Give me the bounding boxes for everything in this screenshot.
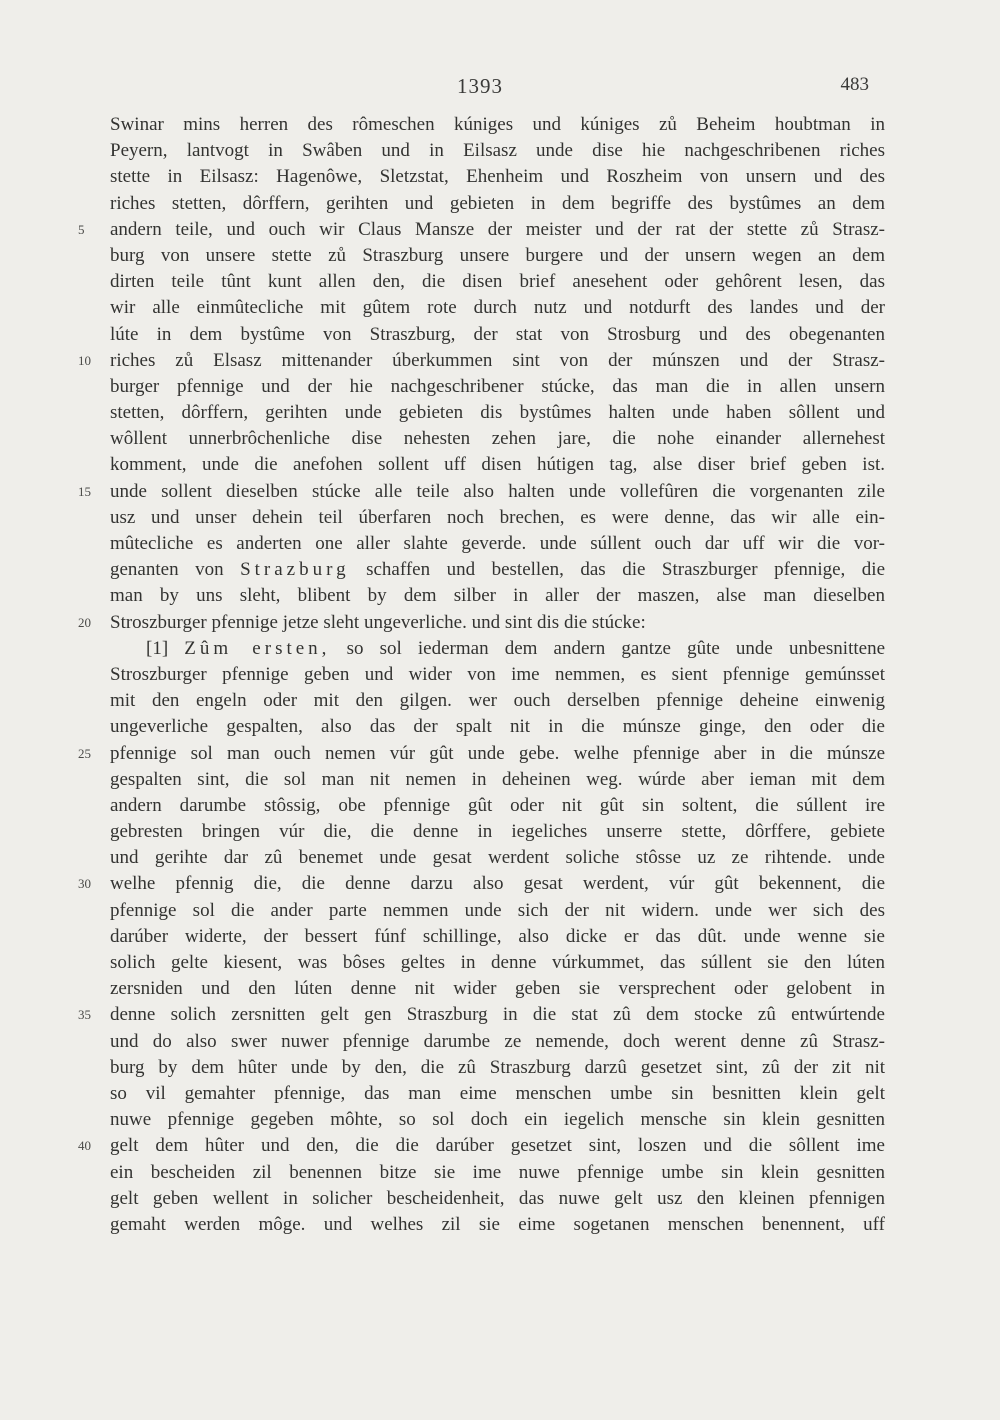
line-text: man by uns sleht, blibent by dem silber in aller der maszen, alse man dieselben bbox=[110, 585, 885, 607]
text-line bbox=[110, 322, 885, 348]
text-line bbox=[110, 924, 885, 950]
text-line bbox=[110, 531, 885, 557]
line-text: dirten teile tûnt kunt allen den, die disen brief anesehent oder gehôrent lesen, das bbox=[110, 271, 885, 293]
text-line bbox=[78, 610, 885, 636]
text-line bbox=[110, 819, 885, 845]
line-text: darúber widerte, der bessert fúnf schillinge, also dicke er das dût. unde wenne sie bbox=[110, 925, 885, 947]
body-text bbox=[78, 112, 886, 1238]
line-text: andern darumbe stôssig, obe pfennige gût oder nit gût sin soltent, die súllent ire bbox=[110, 794, 885, 816]
line-text: mûtecliche es anderten one aller slahte geverde. unde súllent ouch dar uff wir die vor- bbox=[110, 533, 885, 554]
text-line bbox=[78, 871, 885, 897]
text-line bbox=[110, 1107, 885, 1133]
line-number: 20 bbox=[78, 614, 91, 630]
line-text: pfennige sol man ouch nemen vúr gût unde gebe. welhe pfennige aber in die múnsze bbox=[110, 742, 885, 764]
line-number: 35 bbox=[78, 1007, 91, 1023]
line-text: und do also swer nuwer pfennige darumbe ze nemende, doch werent denne zû Strasz- bbox=[110, 1030, 885, 1052]
text-line bbox=[110, 898, 885, 924]
text-line bbox=[110, 1029, 885, 1055]
text-line bbox=[110, 636, 885, 662]
page-header-year: 1393 bbox=[457, 74, 503, 98]
text-line bbox=[78, 741, 885, 767]
line-text: gelt geben wellent in solicher bescheidenheit, das nuwe gelt usz den kleinen pfennigen bbox=[110, 1187, 885, 1209]
line-text: mit den engeln oder mit den gilgen. wer ouch derselben pfennige deheine einwenig bbox=[110, 690, 885, 712]
line-text: pfennige sol die ander parte nemmen unde sich der nit widern. unde wer sich des bbox=[110, 899, 885, 921]
line-text: Stroszburger pfennige geben und wider von ime nemmen, es sient pfennige gemúnsset bbox=[110, 663, 885, 685]
text-line bbox=[110, 950, 885, 976]
text-line bbox=[110, 714, 885, 740]
text-line bbox=[78, 1002, 885, 1028]
line-text: und gerihte dar zû benemet unde gesat werdent soliche stôsse uz ze rihtende. unde bbox=[110, 847, 885, 869]
line-text: wôllent unnerbrôchenliche dise nehesten zehen jare, die nohe einander allernehest bbox=[110, 428, 885, 450]
text-line bbox=[110, 426, 885, 452]
text-line bbox=[110, 138, 885, 164]
line-text: stetten, dôrffern, gerihten unde gebieten dis bystûmes halten unde haben sôllent und bbox=[110, 402, 885, 424]
line-text: ungeverliche gespalten, also das der spalt nit in die múnsze ginge, den oder die bbox=[110, 716, 885, 738]
text-line bbox=[110, 505, 885, 531]
text-line bbox=[110, 1160, 885, 1186]
line-text: burg by dem hûter unde by den, die zû Straszburg darzû gesetzet sint, zû der zit nit bbox=[110, 1056, 885, 1078]
line-text: nuwe pfennige gegeben môhte, so sol doch ein iegelich mensche sin klein gesnitten bbox=[110, 1109, 885, 1131]
text-line bbox=[110, 269, 885, 295]
text-line bbox=[110, 688, 885, 714]
line-text: [1] bbox=[146, 637, 185, 659]
text-line bbox=[110, 557, 885, 583]
line-number: 10 bbox=[78, 352, 91, 368]
line-text: komment, unde die anefohen sollent uff disen hútigen tag, alse diser brief geben ist. bbox=[110, 454, 885, 476]
text-line bbox=[110, 400, 885, 426]
line-text: schaffen und bestellen, das die Straszburger pfennige, die bbox=[349, 559, 886, 581]
line-text: Stroszburger pfennige jetze sleht ungeverliche. und sint dis die stúcke: bbox=[110, 611, 646, 633]
line-text: solich gelte kiesent, was bôses geltes in denne vúrkummet, das súllent sie den lúten bbox=[110, 952, 885, 973]
text-line bbox=[78, 479, 885, 505]
line-text: lúte in dem bystûme von Straszburg, der stat von Strosburg und des obegenanten bbox=[110, 323, 885, 345]
line-text: welhe pfennig die, die denne darzu also gesat werdent, vúr gût bekennent, die bbox=[110, 873, 885, 895]
line-text: burg von unsere stette zů Straszburg unsere burgere und der unsern wegen an dem bbox=[110, 244, 885, 266]
line-text: usz und unser dehein teil úberfaren noch brechen, es were denne, das wir alle ein- bbox=[110, 506, 885, 528]
line-text: denne solich zersnitten gelt gen Straszburg in die stat zû dem stocke zû entwúrtende bbox=[110, 1004, 885, 1026]
text-line bbox=[110, 1186, 885, 1212]
text-line bbox=[110, 112, 885, 138]
text-line bbox=[110, 662, 885, 688]
line-number: 25 bbox=[78, 745, 91, 761]
line-text: Swinar mins herren des rômeschen kúniges und kúniges zů Beheim houbtman in bbox=[110, 114, 885, 135]
text-line bbox=[110, 1081, 885, 1107]
text-line bbox=[110, 976, 885, 1002]
spaced-emphasis: Zûm ersten, bbox=[184, 637, 331, 659]
text-line bbox=[110, 243, 885, 269]
line-number: 40 bbox=[78, 1138, 91, 1154]
text-line bbox=[110, 793, 885, 819]
line-text: ein bescheiden zil benennen bitze sie ime nuwe pfennige umbe sin klein gesnitten bbox=[110, 1161, 885, 1183]
text-line bbox=[110, 1212, 885, 1238]
line-text: riches zů Elsasz mittenander úberkummen sint von der múnszen und der Strasz- bbox=[110, 349, 885, 371]
page-number: 483 bbox=[840, 74, 869, 95]
line-number: 15 bbox=[78, 483, 91, 499]
text-line bbox=[110, 295, 885, 321]
text-line bbox=[110, 845, 885, 871]
text-line bbox=[78, 217, 885, 243]
text-line bbox=[110, 374, 885, 400]
text-line bbox=[110, 191, 885, 217]
line-text: gemaht werden môge. und welhes zil sie eime sogetanen menschen benennent, uff bbox=[110, 1213, 885, 1235]
text-line bbox=[110, 164, 885, 190]
line-text: genanten von bbox=[110, 559, 241, 581]
line-text: unde sollent dieselben stúcke alle teile also halten unde vollefûren die vorgenanten zile bbox=[110, 480, 885, 502]
line-text: andern teile, und ouch wir Claus Mansze der meister und der rat der stette zů Strasz- bbox=[110, 218, 885, 240]
text-line bbox=[78, 1133, 885, 1159]
line-text: gelt dem hûter und den, die die darúber gesetzet sint, loszen und die sôllent ime bbox=[110, 1135, 885, 1157]
line-text: riches stetten, dôrffern, gerihten und gebieten in dem begriffe des bystûmes an dem bbox=[110, 192, 885, 214]
line-text: zersniden und den lúten denne nit wider geben sie versprechent oder gelobent in bbox=[110, 978, 885, 1000]
line-text: burger pfennige und der hie nachgeschribener stúcke, das man die in allen unsern bbox=[110, 375, 885, 397]
text-line bbox=[110, 767, 885, 793]
text-line bbox=[110, 452, 885, 478]
line-text: gebresten bringen vúr die, die denne in iegeliches unserre stette, dôrffere, gebiete bbox=[110, 821, 885, 843]
line-text: stette in Eilsasz: Hagenôwe, Sletzstat, Ehenheim und Roszheim von unsern und des bbox=[110, 166, 885, 188]
spaced-emphasis: Strazburg bbox=[240, 559, 350, 581]
text-line bbox=[78, 348, 885, 374]
line-number: 30 bbox=[78, 876, 91, 892]
text-line bbox=[110, 583, 885, 609]
line-text: gespalten sint, die sol man nit nemen in deheinen weg. wúrde aber ieman mit dem bbox=[110, 768, 885, 790]
line-text: wir alle einmûtecliche mit gûtem rote durch nutz und notdurft des landes und der bbox=[110, 297, 885, 319]
line-number: 5 bbox=[78, 221, 85, 237]
line-text: Peyern, lantvogt in Swâben und in Eilsasz unde dise hie nachgeschribenen riches bbox=[110, 140, 885, 162]
text-line bbox=[110, 1055, 885, 1081]
line-text: so vil gemahter pfennige, das man eime menschen umbe sin besnitten klein gelt bbox=[110, 1082, 885, 1104]
line-text: so sol iederman dem andern gantze gûte unde unbesnittene bbox=[330, 637, 885, 659]
